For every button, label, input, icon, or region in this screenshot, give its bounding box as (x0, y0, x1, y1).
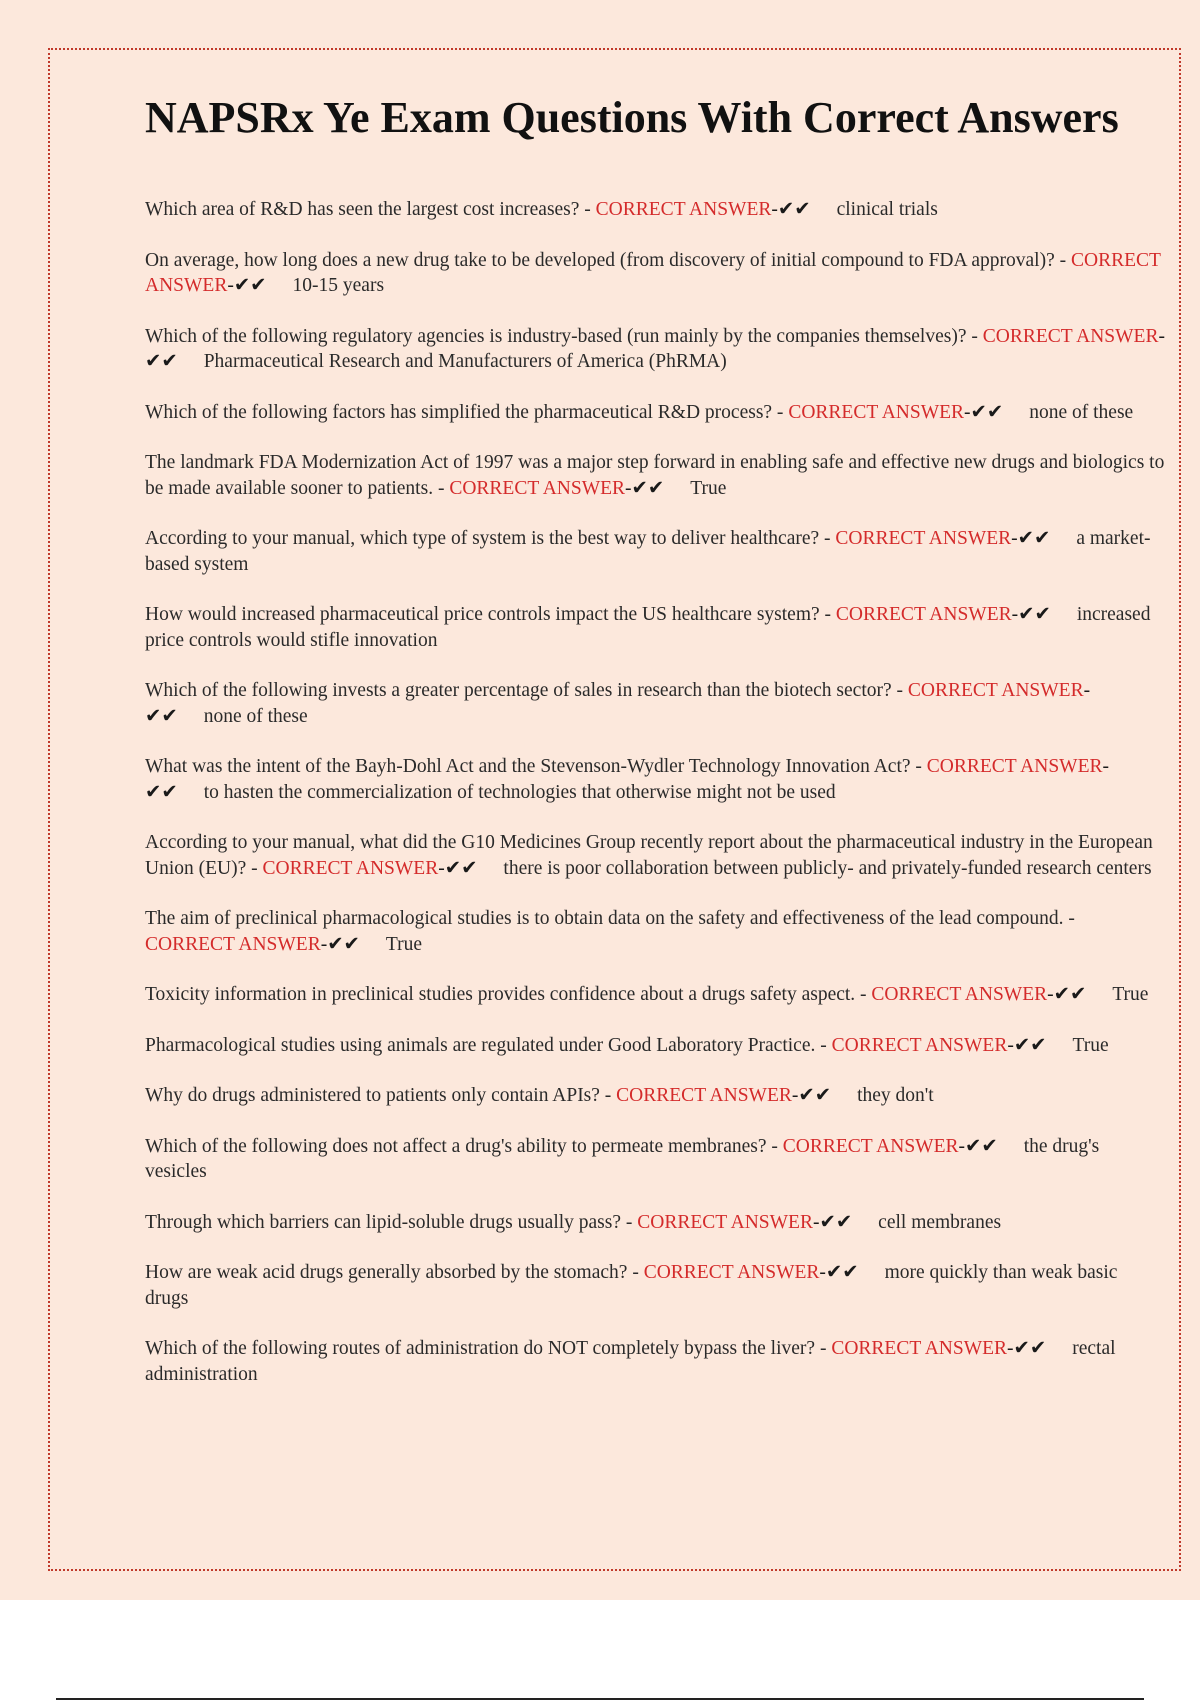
qa-item (145, 754, 1165, 805)
answer-dash: - (1011, 604, 1019, 625)
qa-item (145, 1336, 1165, 1387)
answer-dash: - (1011, 528, 1018, 549)
answer-text: more quickly than weak basic drugs (145, 1262, 1118, 1309)
question-text: The aim of preclinical pharmacological studies is to obtain data on the safety and effectiveness of the lead compound. - (145, 908, 1075, 929)
question-text: Which of the following regulatory agencies is industry-based (run mainly by the companies themselves)? - (145, 325, 978, 347)
qa-item (145, 400, 1165, 426)
question-text: On average, how long does a new drug take to be developed (from discovery of initial compound to FDA approval)? - (145, 249, 1067, 271)
qa-item (145, 678, 1165, 729)
check-icon: ✔✔ (1018, 604, 1051, 625)
answer-dash: - (1007, 1338, 1014, 1359)
qa-item (145, 526, 1165, 577)
question-text: How are weak acid drugs generally absorbed by the stomach? - (145, 1262, 639, 1283)
question-text: Pharmacological studies using animals are regulated under Good Laboratory Practice. - (145, 1034, 827, 1056)
question-text: Which area of R&D has seen the largest cost increases? - (145, 199, 591, 220)
answer-dash: - (1083, 680, 1091, 701)
answer-dash: - (1158, 325, 1165, 347)
answer-text: increased price controls would stifle innovation (145, 604, 1151, 651)
qa-item (145, 450, 1165, 501)
qa-item (145, 1134, 1165, 1185)
check-icon: ✔✔ (819, 1211, 853, 1233)
check-icon: ✔✔ (798, 1085, 832, 1106)
answer-dash: - (791, 1085, 799, 1106)
correct-answer-label: CORRECT ANSWER (831, 1338, 1008, 1359)
question-text: How would increased pharmaceutical price controls impact the US healthcare system? - (145, 604, 832, 625)
qa-item (145, 324, 1165, 375)
correct-answer-label: CORRECT ANSWER (835, 528, 1012, 549)
question-text: Toxicity information in preclinical studies provides confidence about a drugs safety aspect. - (145, 984, 867, 1005)
correct-answer-label: CORRECT ANSWER (871, 984, 1048, 1005)
document-body (145, 90, 1165, 1412)
correct-answer-label: CORRECT ANSWER (788, 401, 965, 423)
check-icon: ✔✔ (777, 199, 811, 220)
correct-answer-label: CORRECT ANSWER (595, 199, 772, 220)
check-icon: ✔✔ (145, 781, 178, 803)
answer-dash: - (771, 199, 778, 220)
answer-dash: - (819, 1262, 826, 1283)
correct-answer-label: CORRECT ANSWER (643, 1262, 820, 1283)
correct-answer-label: CORRECT ANSWER (926, 756, 1103, 777)
qa-item (145, 1260, 1165, 1311)
answer-text: True (1072, 1034, 1109, 1056)
qa-item (145, 1083, 1165, 1109)
answer-dash: - (958, 1135, 965, 1157)
correct-answer-label: CORRECT ANSWER (782, 1135, 959, 1157)
check-icon: ✔✔ (1013, 1034, 1047, 1056)
check-icon: ✔✔ (965, 1135, 998, 1157)
answer-text: there is poor collaboration between publicly- and privately-funded research centers (503, 857, 1152, 879)
qa-item (145, 197, 1165, 223)
correct-answer-label: CORRECT ANSWER (145, 249, 1161, 296)
answer-text: True (690, 477, 727, 499)
question-text: According to your manual, which type of system is the best way to deliver healthcare? - (145, 528, 831, 549)
answer-text: rectal administration (145, 1338, 1116, 1385)
check-icon: ✔✔ (631, 477, 665, 499)
answer-text: a market-based system (145, 528, 1151, 575)
answer-text: 10-15 years (292, 275, 385, 296)
correct-answer-label: CORRECT ANSWER (145, 933, 321, 955)
answer-text: none of these (1029, 401, 1134, 423)
check-icon: ✔✔ (1053, 984, 1087, 1005)
question-text: Through which barriers can lipid-soluble drugs usually pass? - (145, 1211, 633, 1233)
qa-item (145, 982, 1165, 1008)
answer-dash: - (812, 1211, 820, 1233)
check-icon: ✔✔ (970, 401, 1004, 423)
answer-dash: - (1047, 984, 1054, 1005)
answer-text: they don't (857, 1085, 934, 1106)
question-text: Why do drugs administered to patients only contain APIs? - (145, 1085, 612, 1106)
answer-dash: - (625, 477, 632, 499)
correct-answer-label: CORRECT ANSWER (907, 680, 1084, 701)
correct-answer-label: CORRECT ANSWER (449, 477, 626, 499)
check-icon: ✔✔ (145, 705, 178, 727)
check-icon: ✔✔ (327, 933, 360, 955)
check-icon: ✔✔ (825, 1262, 859, 1283)
answer-text: True (385, 933, 423, 955)
answer-text: the drug's vesicles (145, 1135, 1100, 1182)
check-icon: ✔✔ (1013, 1338, 1047, 1359)
answer-dash: - (438, 857, 445, 879)
qa-item (145, 602, 1165, 653)
question-text: Which of the following invests a greater percentage of sales in research than the biotech sector? - (145, 680, 904, 701)
qa-item (145, 248, 1165, 299)
answer-text: Pharmaceutical Research and Manufacturers of America (PhRMA) (203, 351, 727, 372)
correct-answer-label: CORRECT ANSWER (616, 1085, 792, 1106)
page-title: NAPSRx Ye Exam Questions With Correct Answers (145, 93, 1119, 142)
check-icon: ✔✔ (1017, 528, 1051, 549)
qa-item (145, 906, 1165, 957)
qa-item (145, 1210, 1165, 1236)
correct-answer-label: CORRECT ANSWER (831, 1034, 1008, 1056)
answer-dash: - (1102, 756, 1109, 777)
qa-item (145, 1033, 1165, 1059)
answer-dash: - (320, 933, 328, 955)
question-text: Which of the following factors has simplified the pharmaceutical R&D process? - (145, 401, 784, 423)
question-text: Which of the following does not affect a drug's ability to permeate membranes? - (145, 1135, 778, 1157)
qa-list (145, 197, 1165, 1387)
correct-answer-label: CORRECT ANSWER (982, 325, 1159, 347)
answer-text: none of these (203, 705, 308, 727)
question-text: According to your manual, what did the G10 Medicines Group recently report about the pharmaceutical industry in the European Union (EU)? - (145, 832, 1153, 879)
answer-text: clinical trials (836, 199, 938, 220)
question-text: Which of the following routes of administration do NOT completely bypass the liver? - (145, 1338, 827, 1359)
answer-text: to hasten the commercialization of technologies that otherwise might not be used (203, 781, 836, 803)
correct-answer-label: CORRECT ANSWER (835, 604, 1012, 625)
answer-dash: - (964, 401, 971, 423)
answer-text: cell membranes (878, 1211, 1002, 1233)
check-icon: ✔✔ (233, 275, 267, 296)
correct-answer-label: CORRECT ANSWER (262, 857, 439, 879)
check-icon: ✔✔ (444, 857, 478, 879)
answer-dash: - (1007, 1034, 1014, 1056)
question-text: The landmark FDA Modernization Act of 1997 was a major step forward in enabling safe and effective new drugs and biologics to be made available sooner to patients. - (145, 452, 1165, 499)
question-text: What was the intent of the Bayh-Dohl Act and the Stevenson-Wydler Technology Innovation Act? - (145, 756, 922, 777)
check-icon: ✔✔ (145, 351, 178, 372)
qa-item (145, 830, 1165, 881)
correct-answer-label: CORRECT ANSWER (637, 1211, 813, 1233)
answer-dash: - (227, 275, 234, 296)
answer-text: True (1112, 984, 1149, 1005)
